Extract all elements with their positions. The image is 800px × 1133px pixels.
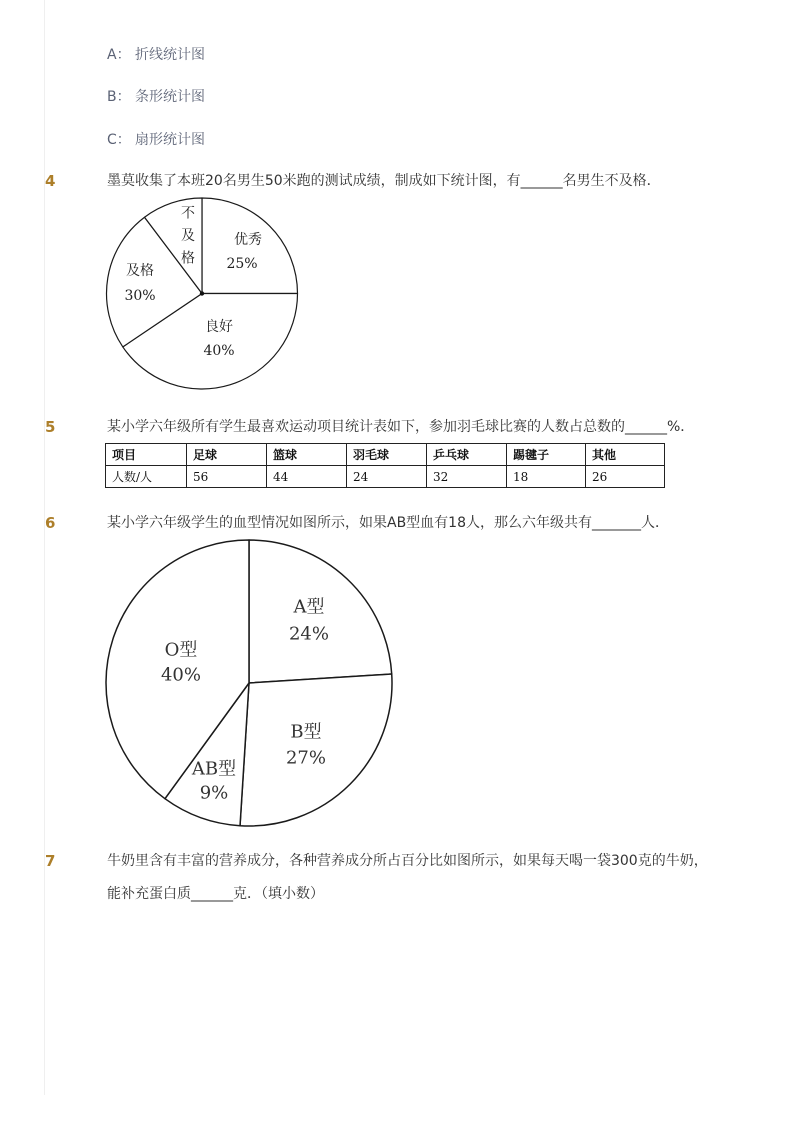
question-5-text: 某小学六年级所有学生最喜欢运动项目统计表如下，参加羽毛球比赛的人数占总数的______%． xyxy=(107,419,695,435)
table-header-cell: 其他 xyxy=(586,444,665,466)
q4-label-fail: 不及格 xyxy=(179,205,195,273)
question-4-text: 墨莫收集了本班20名男生50米跑的测试成绩，制成如下统计图，有______名男生不及格． xyxy=(107,173,661,189)
q6-label-type-ab: AB型 xyxy=(191,758,237,780)
table-cell: 44 xyxy=(267,466,347,488)
q6-pie-slices xyxy=(106,540,392,826)
q6-value-type-a: 24% xyxy=(288,623,330,645)
question-6-text: 某小学六年级学生的血型情况如图所示，如果AB型血有18人，那么六年级共有_______人． xyxy=(107,515,669,531)
q4-value-pass: 30% xyxy=(124,288,156,304)
q4-pie-center-dot xyxy=(200,291,204,295)
option-a-key: A： xyxy=(107,47,131,63)
option-c-text: 扇形统计图 xyxy=(135,132,205,148)
table-cell: 18 xyxy=(507,466,586,488)
q6-label-type-a: A型 xyxy=(293,596,325,618)
q6-label-type-o: O型 xyxy=(164,639,198,661)
q4-label-excellent: 优秀 xyxy=(234,232,262,248)
question-5-number: 5 xyxy=(45,418,56,436)
q6-label-type-b: B型 xyxy=(290,721,322,743)
table-cell: 26 xyxy=(586,466,665,488)
q4-label-pass: 及格 xyxy=(126,263,154,279)
q4-value-excellent: 25% xyxy=(226,256,258,272)
q4-label-good: 良好 xyxy=(205,319,233,335)
q4-value-good: 40% xyxy=(203,343,235,359)
option-a-text: 折线统计图 xyxy=(135,47,205,63)
table-cell: 24 xyxy=(347,466,427,488)
question-7-number: 7 xyxy=(45,852,56,870)
question-7-text-line-2: 能补充蛋白质______克．（填小数） xyxy=(107,886,324,902)
q6-value-type-b: 27% xyxy=(285,747,327,769)
option-b-text: 条形统计图 xyxy=(135,89,205,105)
q6-value-type-ab: 9% xyxy=(199,782,229,804)
q4-pie-chart xyxy=(107,198,298,389)
option-b-key: B： xyxy=(107,89,131,105)
question-4-number: 4 xyxy=(45,172,56,190)
q6-value-type-o: 40% xyxy=(160,664,202,686)
table-header-cell: 项目 xyxy=(106,444,187,466)
table-header-cell: 足球 xyxy=(187,444,267,466)
question-6-number: 6 xyxy=(45,514,56,532)
table-cell: 56 xyxy=(187,466,267,488)
q6-pie-chart xyxy=(106,540,392,826)
table-header-cell: 篮球 xyxy=(267,444,347,466)
question-7-text-line-1: 牛奶里含有丰富的营养成分，各种营养成分所占百分比如图所示，如果每天喝一袋300克的牛奶， xyxy=(107,853,708,869)
option-c-key: C： xyxy=(107,132,131,148)
table-header-cell: 羽毛球 xyxy=(347,444,427,466)
table-cell: 人数/人 xyxy=(106,466,187,488)
table-header-cell: 乒乓球 xyxy=(427,444,507,466)
table-cell: 32 xyxy=(427,466,507,488)
table-header-cell: 踢毽子 xyxy=(507,444,586,466)
